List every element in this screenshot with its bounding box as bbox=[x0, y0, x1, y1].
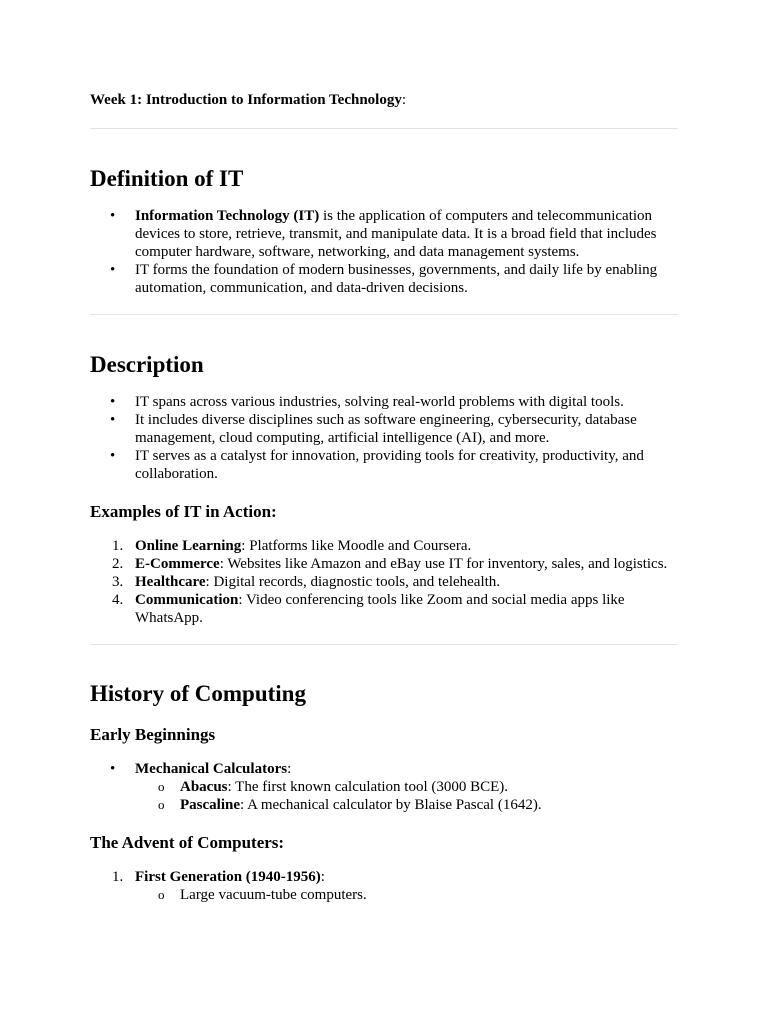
sub-list-item bbox=[90, 796, 678, 814]
list-item-text: : bbox=[287, 761, 292, 777]
heading-definition: Definition of IT bbox=[90, 166, 244, 191]
early-list bbox=[90, 760, 678, 814]
list-item-bold: Mechanical Calculators bbox=[135, 761, 288, 777]
list-item-text: : bbox=[320, 869, 325, 885]
section-divider bbox=[90, 314, 678, 315]
sub-list bbox=[135, 778, 678, 814]
numbered-item bbox=[90, 573, 678, 591]
item-number: 3. bbox=[112, 574, 124, 590]
list-item-text: Large vacuum-tube computers. bbox=[180, 887, 367, 903]
section-divider bbox=[90, 644, 678, 645]
sub-list-item bbox=[90, 778, 678, 796]
list-item bbox=[90, 207, 678, 261]
list-item-text: : Websites like Amazon and eBay use IT for inventory, sales, and logistics. bbox=[219, 556, 668, 572]
document-title-bold: Week 1: Introduction to Information Technology bbox=[90, 92, 402, 108]
list-item: • It includes diverse disciplines such as software engineering, cybersecurity, database management, cloud computing, artificial intelligence (AI), and more. bbox=[90, 411, 678, 447]
list-item: • IT spans across various industries, solving real-world problems with digital tools. bbox=[90, 393, 678, 411]
heading-advent: The Advent of Computers: bbox=[90, 833, 285, 852]
list-item-bold: Information Technology (IT) bbox=[135, 208, 320, 224]
document-body bbox=[90, 91, 678, 904]
document-title-tail: : bbox=[401, 92, 407, 108]
numbered-item bbox=[90, 537, 678, 555]
list-item-text: is the application of computers and telecommunication devices to store, retrieve, transmit, and manipulate data. It is a broad field that includes computer hardware, software, networking, and data management systems. bbox=[135, 208, 657, 260]
numbered-item bbox=[90, 555, 678, 573]
list-item-text: : The first known calculation tool (3000 BCE). bbox=[227, 779, 509, 795]
advent-list bbox=[90, 868, 678, 904]
list-item bbox=[90, 261, 678, 297]
item-number: 1. bbox=[112, 869, 124, 885]
examples-list bbox=[90, 537, 678, 627]
heading-history: History of Computing bbox=[90, 681, 306, 706]
list-item: • IT serves as a catalyst for innovation, providing tools for creativity, productivity, and collaboration. bbox=[90, 447, 678, 483]
list-item-bold: Pascaline bbox=[180, 797, 240, 813]
numbered-item bbox=[90, 868, 678, 904]
list-item-bold: Communication bbox=[135, 592, 239, 608]
heading-description: Description bbox=[90, 352, 204, 377]
definition-list bbox=[90, 207, 678, 297]
list-item-text: : Platforms like Moodle and Coursera. bbox=[241, 538, 472, 554]
list-item-text: IT forms the foundation of modern businesses, governments, and daily life by enabling automation, communication, and data-driven decisions. bbox=[135, 262, 658, 296]
numbered-item bbox=[90, 591, 678, 627]
item-number: 4. bbox=[112, 592, 124, 608]
section-divider bbox=[90, 128, 678, 129]
document-title bbox=[90, 91, 678, 109]
list-item bbox=[90, 760, 678, 814]
list-item-text: : Digital records, diagnostic tools, and telehealth. bbox=[205, 574, 501, 590]
sub-list bbox=[135, 886, 678, 904]
sub-list-item bbox=[90, 886, 678, 904]
item-number: 2. bbox=[112, 556, 124, 572]
list-item-text: : Video conferencing tools like Zoom and social media apps like WhatsApp. bbox=[135, 592, 625, 626]
description-list bbox=[90, 393, 678, 483]
item-number: 1. bbox=[112, 538, 124, 554]
list-item-bold: E-Commerce bbox=[135, 556, 220, 572]
list-item-bold: Healthcare bbox=[135, 574, 206, 590]
list-item-bold: Abacus bbox=[180, 779, 228, 795]
list-item-bold: Online Learning bbox=[135, 538, 242, 554]
heading-examples: Examples of IT in Action: bbox=[90, 502, 277, 521]
heading-early-beginnings: Early Beginnings bbox=[90, 725, 216, 744]
list-item-bold: First Generation (1940-1956) bbox=[135, 869, 321, 885]
list-item-text: : A mechanical calculator by Blaise Pascal (1642). bbox=[240, 797, 542, 813]
